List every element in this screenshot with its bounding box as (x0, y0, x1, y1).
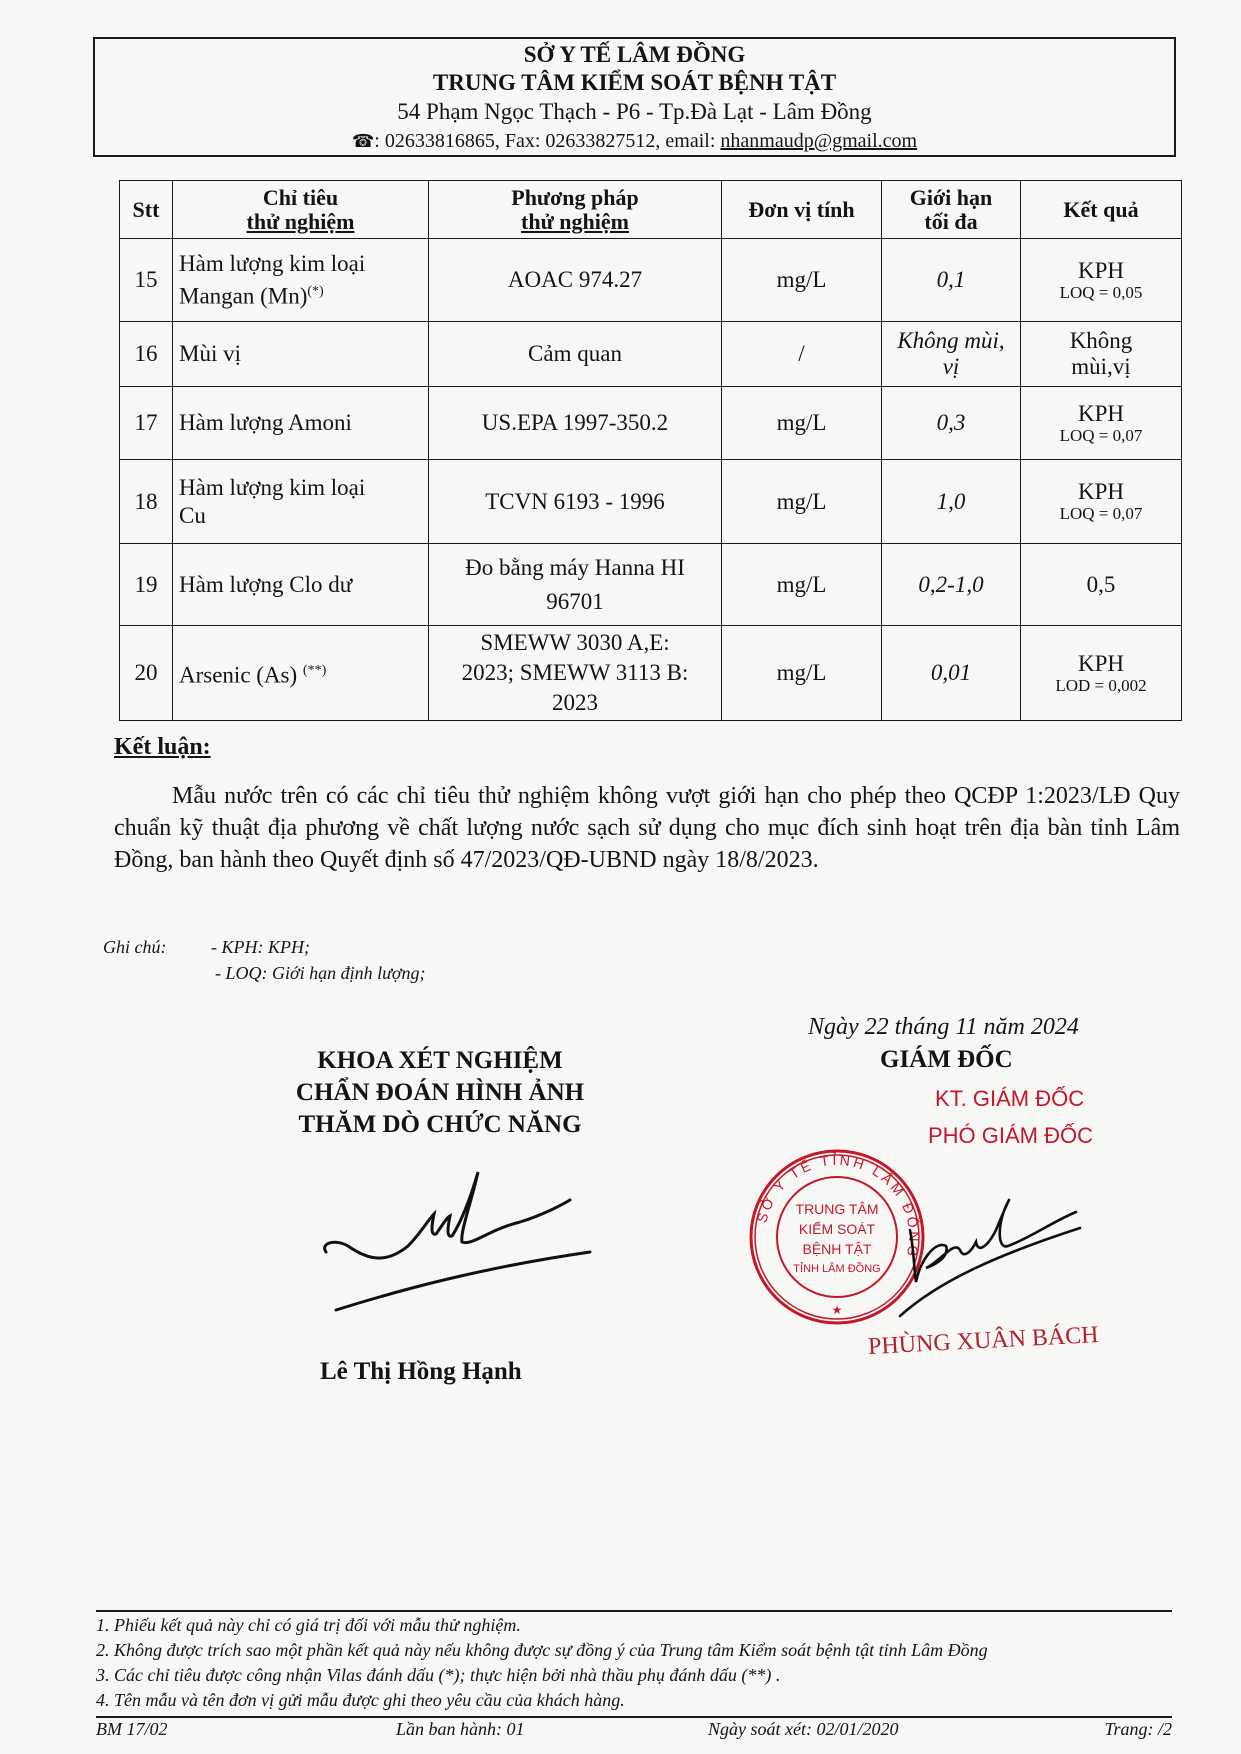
cell-stt: 17 (120, 387, 173, 460)
left-signer-name: Lê Thị Hồng Hạnh (320, 1358, 522, 1385)
cell-method: US.EPA 1997-350.2 (429, 387, 722, 460)
stamp-inner-3: BỆNH TẬT (802, 1241, 872, 1257)
footer-divider (96, 1610, 1172, 1612)
table-row (120, 626, 1182, 721)
result-note: LOD = 0,002 (1055, 675, 1147, 695)
criteria-mark: (**) (302, 662, 327, 678)
criteria-mark: (*) (307, 283, 324, 299)
cell-unit: / (722, 322, 882, 387)
cell-criteria (173, 239, 429, 322)
stamp-inner-1: TRUNG TÂM (795, 1201, 879, 1217)
header-criteria (173, 181, 429, 239)
cell-result (1021, 322, 1182, 387)
stamp-inner-4: TỈNH LÂM ĐỒNG (793, 1263, 881, 1275)
cell-stt: 16 (120, 322, 173, 387)
stamp-star-icon: ★ (831, 1303, 843, 1317)
footer-note: 3. Các chỉ tiêu được công nhận Vilas đánh dấu (*); thực hiện bởi nhà thầu phụ đánh dấu (**) . (96, 1665, 781, 1685)
header-limit-line2: tối đa (924, 208, 978, 234)
header-limit (882, 181, 1021, 239)
cell-result (1021, 544, 1182, 626)
header-criteria-line1: Chỉ tiêu (262, 184, 339, 210)
contact-text: : 02633816865, Fax: 02633827512, email: (374, 130, 721, 152)
cell-unit: mg/L (722, 239, 882, 322)
page-number: Trang: /2 (1104, 1719, 1172, 1739)
department-block (275, 1045, 605, 1141)
cell-criteria (173, 544, 429, 626)
note-item: - KPH: KPH; (211, 937, 310, 957)
notes-label: Ghi chú: (103, 937, 167, 957)
criteria-text: Hàm lượng kim loại Mangan (Mn) (179, 250, 366, 309)
department-name: SỞ Y TẾ LÂM ĐỒNG (523, 42, 746, 67)
result-value: KPH (1077, 650, 1124, 676)
table-row (120, 387, 1182, 460)
header-method-line2: thử nghiệm (521, 208, 629, 234)
header-stt: Stt (120, 181, 173, 239)
header-method-line1: Phương pháp (511, 184, 639, 210)
result-value: KPH (1077, 479, 1124, 504)
cell-method: TCVN 6193 - 1996 (429, 460, 722, 544)
dept-line1: KHOA XÉT NGHIỆM (317, 1047, 563, 1074)
footer-bar (96, 1719, 1172, 1740)
sign-date: Ngày 22 tháng 11 năm 2024 (808, 1014, 1079, 1040)
cell-criteria (173, 322, 429, 387)
address: 54 Phạm Ngọc Thạch - P6 - Tp.Đà Lạt - Lâm Đồng (397, 99, 872, 124)
cell-method: Đo bằng máy Hanna HI 96701 (429, 544, 722, 626)
cell-stt: 15 (120, 239, 173, 322)
result-value: 0,5 (1086, 571, 1116, 597)
cell-method: AOAC 974.27 (429, 239, 722, 322)
header-method (429, 181, 722, 239)
director-title: GIÁM ĐỐC (880, 1046, 1013, 1073)
criteria-text: Hàm lượng Amoni (179, 410, 352, 435)
dept-line3: THĂM DÒ CHỨC NĂNG (298, 1111, 582, 1138)
left-signature-icon (320, 1160, 620, 1320)
cell-stt: 20 (120, 626, 173, 721)
cell-stt: 18 (120, 460, 173, 544)
letterhead (93, 37, 1176, 157)
result-note: LOQ = 0,05 (1059, 282, 1143, 302)
cell-limit: 0,1 (882, 239, 1021, 322)
conclusion-title: Kết luận: (114, 734, 211, 760)
center-name: TRUNG TÂM KIỂM SOÁT BỆNH TẬT (432, 70, 837, 95)
deputy-director-title: PHÓ GIÁM ĐỐC (928, 1123, 1094, 1148)
footer-note: 1. Phiếu kết quả này chỉ có giá trị đối với mẫu thử nghiệm. (96, 1615, 521, 1635)
cell-result (1021, 239, 1182, 322)
results-table (119, 180, 1182, 721)
telephone-icon: ☎ (351, 131, 375, 151)
cell-result (1021, 626, 1182, 721)
email-link[interactable]: nhanmaudp@gmail.com (720, 130, 918, 152)
footer-notes (96, 1613, 988, 1713)
on-behalf-title: KT. GIÁM ĐỐC (935, 1086, 1085, 1111)
result-note: LOQ = 0,07 (1059, 504, 1143, 523)
cell-method: Cảm quan (429, 322, 722, 387)
criteria-text: Hàm lượng kim loại Cu (179, 474, 366, 528)
header-unit: Đơn vị tính (722, 181, 882, 239)
header-result: Kết quả (1021, 181, 1182, 239)
cell-stt: 19 (120, 544, 173, 626)
footer-note: 2. Không được trích sao một phần kết quả này nếu không được sự đồng ý của Trung tâm Kiểm soát bệnh tật tỉnh Lâm Đồng (96, 1640, 988, 1660)
edition: Lần ban hành: 01 (396, 1719, 525, 1739)
cell-limit: 0,01 (882, 626, 1021, 721)
criteria-text: Mùi vị (179, 341, 241, 366)
cell-result (1021, 460, 1182, 544)
cell-limit: 0,3 (882, 387, 1021, 460)
right-signer-name: PHÙNG XUÂN BÁCH (867, 1321, 1100, 1361)
header-criteria-line2: thử nghiệm (246, 208, 355, 234)
contact-line (95, 127, 1174, 155)
cell-result (1021, 387, 1182, 460)
cell-unit: mg/L (722, 544, 882, 626)
cell-criteria (173, 460, 429, 544)
result-value: KPH (1077, 257, 1124, 283)
result-value: KPH (1077, 400, 1124, 426)
footer-note: 4. Tên mẫu và tên đơn vị gửi mẫu được ghi theo yêu cầu của khách hàng. (96, 1690, 625, 1710)
footer-divider (96, 1716, 1172, 1718)
criteria-text: Arsenic (As) (179, 662, 303, 688)
cell-criteria (173, 626, 429, 721)
cell-unit: mg/L (722, 387, 882, 460)
right-signature-icon (880, 1170, 1090, 1320)
form-code: BM 17/02 (96, 1719, 168, 1739)
result-note: LOQ = 0,07 (1059, 425, 1143, 445)
dept-line2: CHẨN ĐOÁN HÌNH ẢNH (295, 1079, 585, 1106)
cell-limit: Không mùi, vị (882, 322, 1021, 387)
cell-limit: 1,0 (882, 460, 1021, 544)
cell-criteria (173, 387, 429, 460)
table-row (120, 322, 1182, 387)
cell-limit: 0,2-1,0 (882, 544, 1021, 626)
result-value: Không mùi,vị (1069, 328, 1133, 379)
table-row (120, 460, 1182, 544)
criteria-text: Hàm lượng Clo dư (179, 571, 353, 597)
note-item: - LOQ: Giới hạn định lượng; (215, 963, 426, 983)
stamp-outer-text: SỞ Y TẾ TỈNH LÂM ĐỒNG (753, 1151, 923, 1261)
cell-unit: mg/L (722, 460, 882, 544)
review-date: Ngày soát xét: 02/01/2020 (708, 1719, 899, 1739)
notes (103, 934, 426, 986)
table-row (120, 544, 1182, 626)
cell-method: SMEWW 3030 A,E: 2023; SMEWW 3113 B: 2023 (429, 626, 722, 721)
header-limit-line1: Giới hạn (909, 184, 993, 210)
conclusion-body: Mẫu nước trên có các chỉ tiêu thử nghiệm không vượt giới hạn cho phép theo QCĐP 1:2023/LĐ Quy chuẩn kỹ thuật địa phương về chất lượng nước sạch sử dụng cho mục đích sinh hoạt trên địa bàn tỉnh Lâm Đồng, ban hành theo Quyết định số 47/2023/QĐ-UBND ngày 18/8/2023. (114, 783, 1180, 873)
cell-unit: mg/L (722, 626, 882, 721)
stamp-inner-2: KIỂM SOÁT (798, 1221, 876, 1237)
table-row (120, 239, 1182, 322)
table-header-row (120, 181, 1182, 239)
